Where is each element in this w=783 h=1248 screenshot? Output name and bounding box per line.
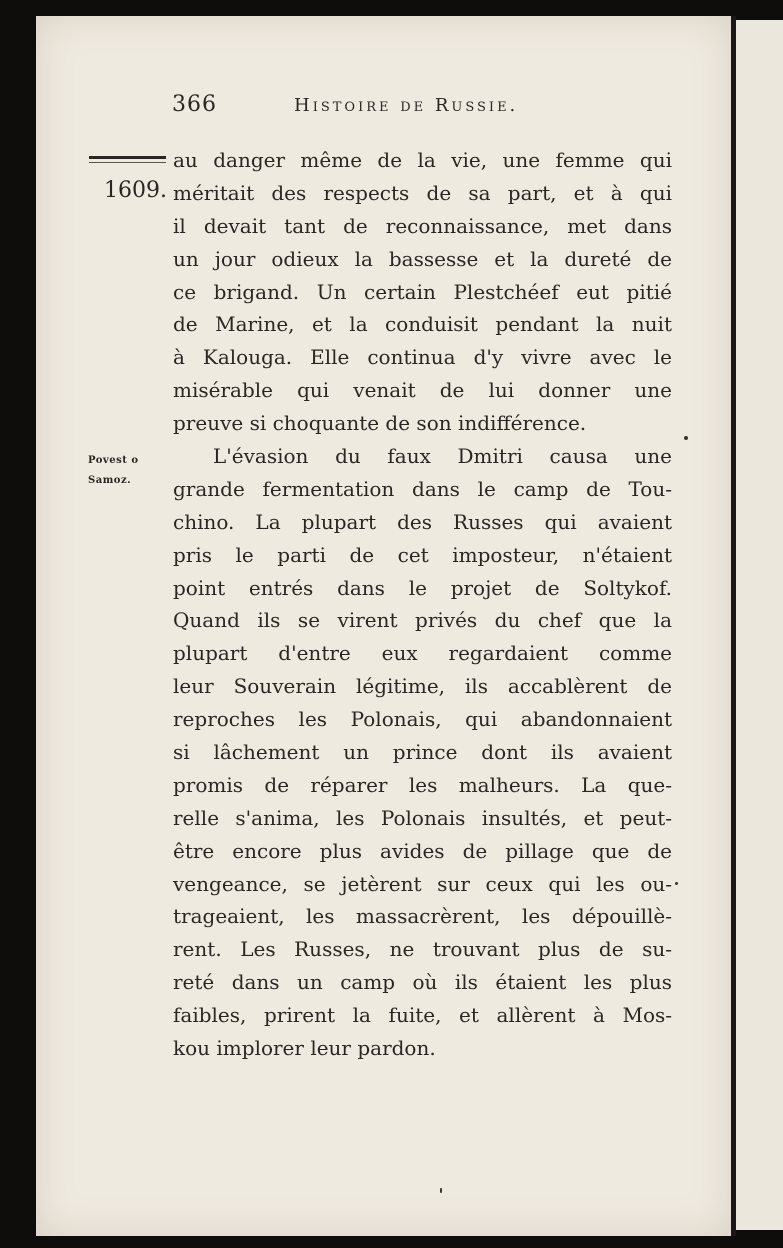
text-line: promis de réparer les malheurs. La que- <box>173 772 672 797</box>
ornamental-rule-thin <box>89 162 166 163</box>
text-line: être encore plus avides de pillage que de <box>173 838 672 863</box>
text-line: plupart d'entre eux regardaient comme <box>173 641 672 666</box>
text-line: à Kalouga. Elle continua d'y vivre avec le <box>173 345 672 370</box>
running-head: Histoire de Russie. <box>294 95 519 116</box>
text-line: pris le parti de cet imposteur, n'étaient <box>173 542 672 567</box>
paper-speck <box>675 882 678 885</box>
facing-page-edge <box>736 20 783 1230</box>
text-line: misérable qui venait de lui donner une <box>173 378 672 403</box>
text-line: preuve si choquante de son indifférence. <box>173 411 587 436</box>
text-line: faibles, prirent la fuite, et allèrent à Mos- <box>173 1003 672 1028</box>
text-line: rent. Les Russes, ne trouvant plus de su- <box>173 937 672 962</box>
text-line: Quand ils se virent privés du chef que la <box>173 608 672 633</box>
margin-year: 1609. <box>104 178 167 203</box>
body-text <box>173 144 672 1065</box>
text-line: relle s'anima, les Polonais insultés, et peut- <box>173 805 672 830</box>
page-number: 366 <box>172 92 217 117</box>
text-line: trageaient, les massacrèrent, les dépouillè- <box>173 904 672 929</box>
text-line: si lâchement un prince dont ils avaient <box>173 740 672 765</box>
text-line: il devait tant de reconnaissance, met dans <box>173 213 672 238</box>
margin-note-line-1: Povest o <box>88 455 139 466</box>
text-line: reproches les Polonais, qui abandonnaient <box>173 707 672 732</box>
text-line: au danger même de la vie, une femme qui <box>173 148 672 172</box>
text-line: kou implorer leur pardon. <box>173 1036 436 1061</box>
text-line: leur Souverain légitime, ils accablèrent de <box>173 674 672 699</box>
paper-speck <box>684 436 688 440</box>
text-line: chino. La plupart des Russes qui avaient <box>173 509 672 534</box>
text-line: vengeance, se jetèrent sur ceux qui les ou- <box>173 871 672 896</box>
text-line: un jour odieux la bassesse et la dureté de <box>173 246 672 271</box>
ornamental-rule <box>89 156 166 159</box>
margin-note-line-2: Samoz. <box>88 475 132 486</box>
paper-speck <box>440 1188 442 1193</box>
paragraph-start-line: L'évasion du faux Dmitri causa une <box>213 444 672 469</box>
text-line: de Marine, et la conduisit pendant la nuit <box>173 312 672 337</box>
text-line: méritait des respects de sa part, et à qui <box>173 180 672 205</box>
text-line: reté dans un camp où ils étaient les plus <box>173 970 672 995</box>
text-line: ce brigand. Un certain Plestchéef eut pitié <box>173 279 672 304</box>
text-line: grande fermentation dans le camp de Tou- <box>173 476 672 501</box>
text-line: point entrés dans le projet de Soltykof. <box>173 575 672 600</box>
